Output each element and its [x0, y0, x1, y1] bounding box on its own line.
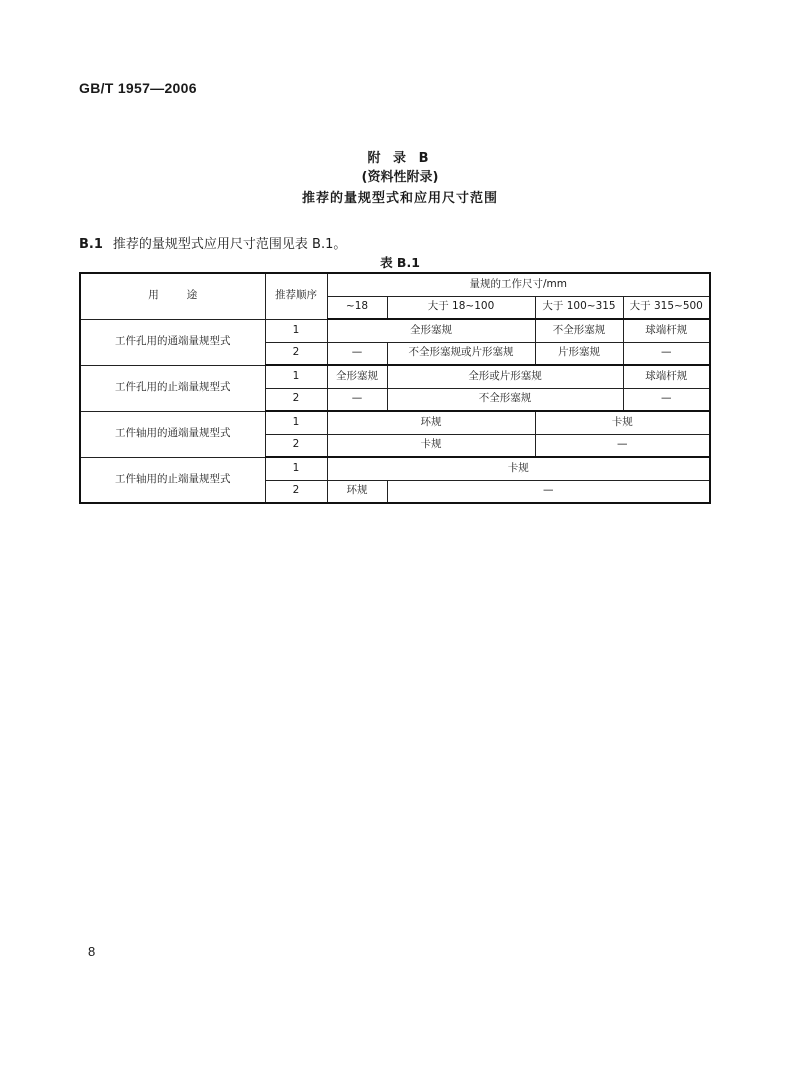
standard-code: GB/T 1957—2006 [79, 80, 197, 96]
table-row [80, 411, 710, 434]
header-order: 推荐顺序 [265, 273, 327, 319]
table-cell: — [387, 480, 710, 503]
header-range-4: 大于 315~500 [623, 296, 710, 319]
order-cell: 1 [265, 319, 327, 342]
header-range-1: ~18 [327, 296, 387, 319]
appendix-subject: 推荐的量规型式和应用尺寸范围 [301, 191, 498, 206]
order-cell: 2 [265, 480, 327, 503]
table-cell: — [623, 342, 710, 365]
table-cell: 球端杆规 [623, 365, 710, 388]
row-label-hole-nogo: 工件孔用的止端量规型式 [80, 365, 265, 411]
table-row [80, 319, 710, 342]
table-cell: 卡规 [327, 457, 710, 480]
order-cell: 1 [265, 457, 327, 480]
header-usage: 用途 [80, 273, 265, 319]
table-cell: 全形塞规 [327, 319, 535, 342]
appendix-title: 附 录 B [367, 151, 433, 166]
table-cell: 不全形塞规 [535, 319, 623, 342]
header-range-3: 大于 100~315 [535, 296, 623, 319]
table-cell: — [327, 342, 387, 365]
table-cell: 全形塞规 [327, 365, 387, 388]
appendix-type: (资料性附录) [361, 170, 439, 185]
table-cell: 球端杆规 [623, 319, 710, 342]
gauge-type-table [79, 272, 711, 504]
table-cell: 不全形塞规或片形塞规 [387, 342, 535, 365]
order-cell: 1 [265, 411, 327, 434]
table-cell: 全形或片形塞规 [387, 365, 623, 388]
order-cell: 1 [265, 365, 327, 388]
table-cell: 环规 [327, 411, 535, 434]
row-label-hole-go: 工件孔用的通端量规型式 [80, 319, 265, 365]
table-cell: 卡规 [327, 434, 535, 457]
row-label-shaft-go: 工件轴用的通端量规型式 [80, 411, 265, 457]
header-size-group: 量规的工作尺寸/mm [327, 273, 710, 296]
table-title: 表 B.1 [380, 255, 420, 270]
table-row [80, 365, 710, 388]
table-row [80, 457, 710, 480]
clause-b1 [79, 233, 346, 252]
table-cell: — [535, 434, 710, 457]
clause-text: 推荐的量规型式应用尺寸范围见表 B.1。 [112, 237, 347, 252]
table-cell: — [327, 388, 387, 411]
page-number: 8 [88, 944, 96, 959]
row-label-shaft-nogo: 工件轴用的止端量规型式 [80, 457, 265, 503]
clause-number: B.1 [79, 237, 103, 252]
table-cell: 环规 [327, 480, 387, 503]
table-cell: 卡规 [535, 411, 710, 434]
table-cell: 片形塞规 [535, 342, 623, 365]
order-cell: 2 [265, 342, 327, 365]
header-range-2: 大于 18~100 [387, 296, 535, 319]
table-cell: — [623, 388, 710, 411]
order-cell: 2 [265, 388, 327, 411]
table-cell: 不全形塞规 [387, 388, 623, 411]
table-header-row [80, 273, 710, 296]
order-cell: 2 [265, 434, 327, 457]
